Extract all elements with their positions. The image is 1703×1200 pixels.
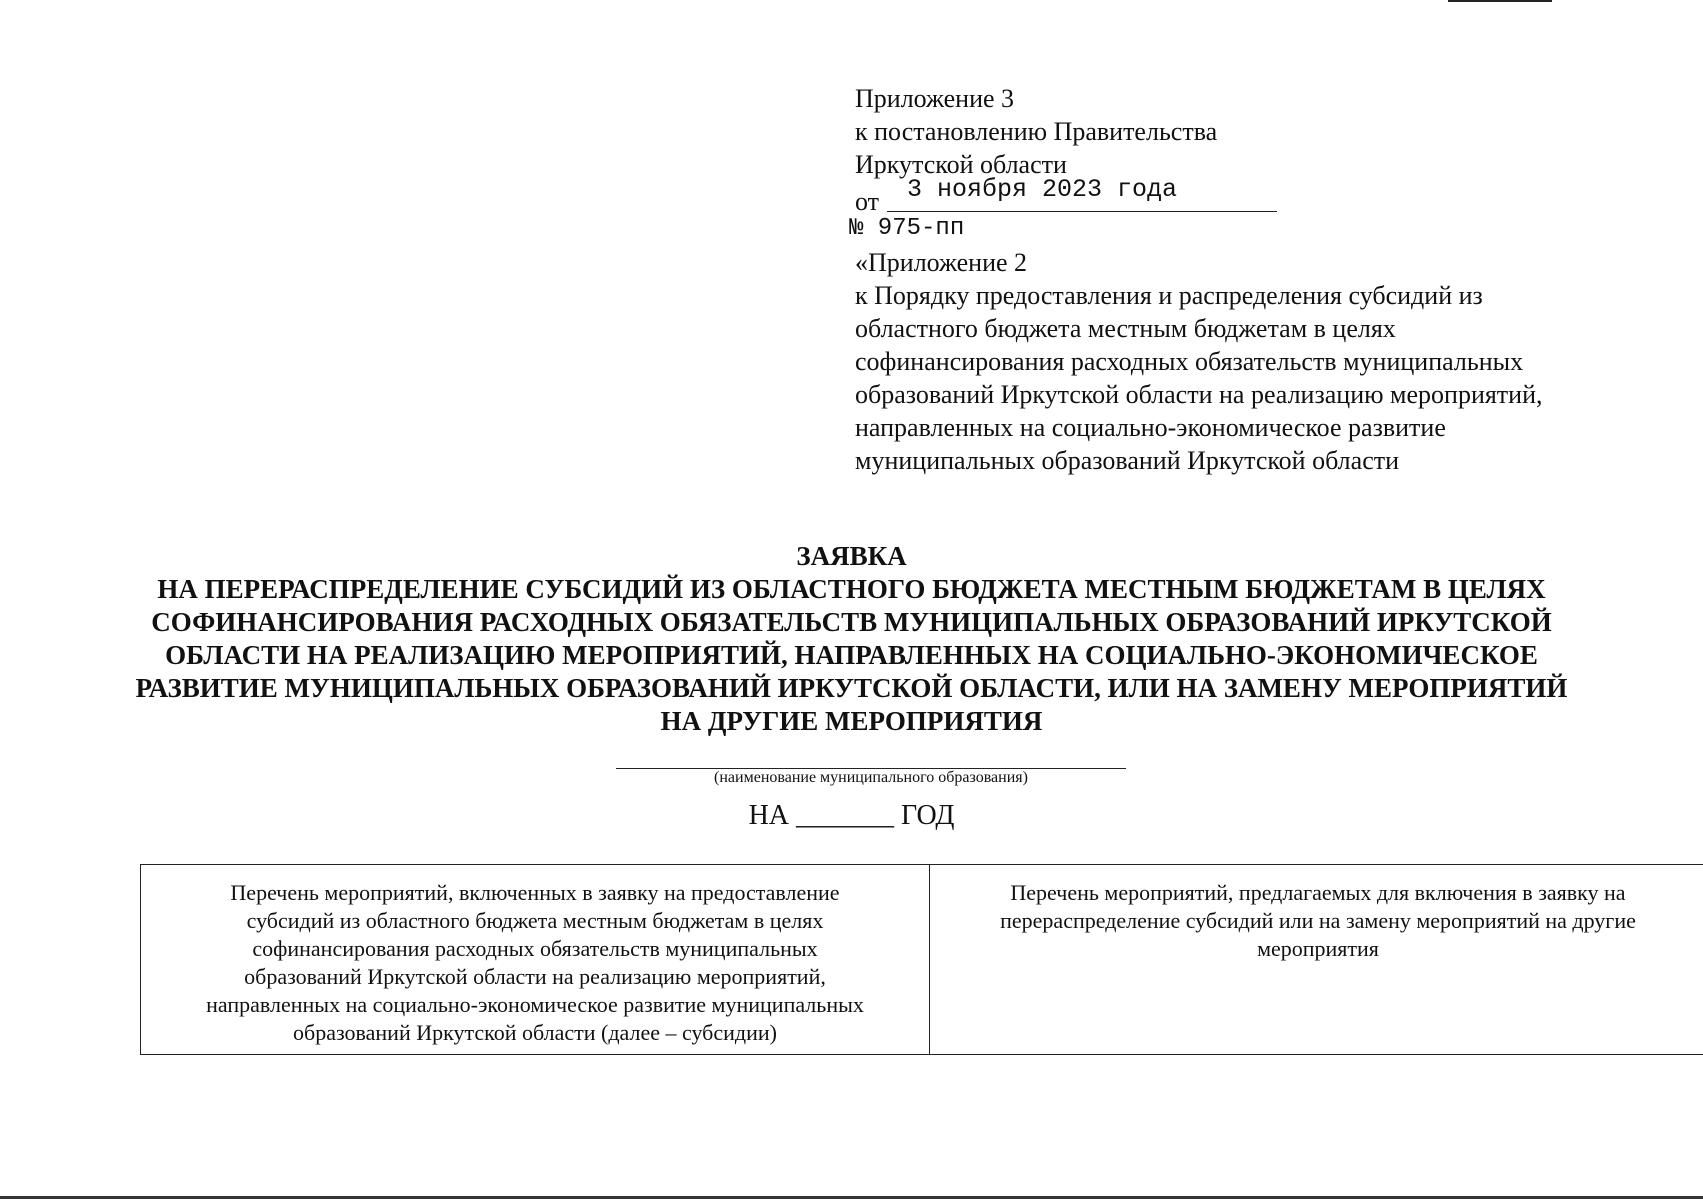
decree-number: № 975-пп: [849, 215, 965, 242]
appendix-line-2: к постановлению Правительства: [855, 117, 1218, 146]
title-line-2: НА ПЕРЕРАСПРЕДЕЛЕНИЕ СУБСИДИЙ ИЗ ОБЛАСТНОГО БЮДЖЕТА МЕСТНЫМ БЮДЖЕТАМ В ЦЕЛЯХ: [157, 574, 1546, 604]
appendix-line-1: Приложение 3: [855, 84, 1015, 113]
appendix2-block: [855, 246, 1615, 477]
title-line-6: НА ДРУГИЕ МЕРОПРИЯТИЯ: [660, 706, 1043, 736]
appendix2-line-4: софинансирования расходных обязательств муниципальных: [855, 347, 1524, 376]
left-header-line-3: софинансирования расходных обязательств муниципальных: [252, 936, 818, 961]
bottom-edge-rule: [0, 1196, 1703, 1199]
left-header-line-4: образований Иркутской области на реализацию мероприятий,: [244, 964, 826, 989]
left-header-line-5: направленных на социально-экономическое развитие муниципальных: [206, 992, 864, 1017]
appendix2-line-5: образований Иркутской области на реализацию мероприятий,: [855, 380, 1543, 409]
decree-date-line: [855, 175, 1615, 216]
right-header-line-1: Перечень мероприятий, предлагаемых для включения в заявку на: [1010, 880, 1626, 905]
table-header-row: [141, 865, 1703, 1055]
table-header-right: [930, 865, 1703, 1055]
title-line-1: ЗАЯВКА: [796, 541, 907, 571]
date-prefix: от: [855, 187, 880, 216]
appendix-line-3: Иркутской области: [855, 150, 1067, 179]
left-header-line-2: субсидий из областного бюджета местным бюджетам в целях: [246, 908, 824, 933]
decree-date: 3 ноября 2023 года: [907, 175, 1178, 204]
appendix2-line-6: направленных на социально-экономическое развитие: [855, 413, 1446, 442]
right-header-line-3: мероприятия: [1257, 936, 1379, 961]
year-line: НА _______ ГОД: [748, 800, 955, 831]
document-title: [100, 540, 1603, 738]
title-line-3: СОФИНАНСИРОВАНИЯ РАСХОДНЫХ ОБЯЗАТЕЛЬСТВ МУНИЦИПАЛЬНЫХ ОБРАЗОВАНИЙ ИРКУТСКОЙ: [151, 607, 1552, 637]
left-header-line-1: Перечень мероприятий, включенных в заявку на предоставление: [230, 880, 840, 905]
events-table: [140, 864, 1703, 1055]
appendix2-line-2: к Порядку предоставления и распределения субсидий из: [855, 281, 1483, 310]
appendix2-line-7: муниципальных образований Иркутской области: [855, 446, 1400, 475]
table-header-left: [141, 865, 930, 1055]
appendix2-line-1: «Приложение 2: [855, 248, 1028, 277]
right-header-line-2: перераспределение субсидий или на замену мероприятий на другие: [1000, 908, 1636, 933]
top-edge-rule: [1448, 0, 1552, 2]
title-line-4: ОБЛАСТИ НА РЕАЛИЗАЦИЮ МЕРОПРИЯТИЙ, НАПРАВЛЕННЫХ НА СОЦИАЛЬНО-ЭКОНОМИЧЕСКОЕ: [165, 640, 1538, 670]
municipality-caption: (наименование муниципального образования): [714, 769, 1028, 786]
appendix2-line-3: областного бюджета местным бюджетам в целях: [855, 314, 1396, 343]
date-underline: [887, 211, 1277, 212]
appendix-block: [849, 82, 1615, 477]
title-line-5: РАЗВИТИЕ МУНИЦИПАЛЬНЫХ ОБРАЗОВАНИЙ ИРКУТСКОЙ ОБЛАСТИ, ИЛИ НА ЗАМЕНУ МЕРОПРИЯТИЙ: [135, 673, 1568, 703]
left-header-line-6: образований Иркутской области (далее – субсидии): [293, 1020, 777, 1045]
